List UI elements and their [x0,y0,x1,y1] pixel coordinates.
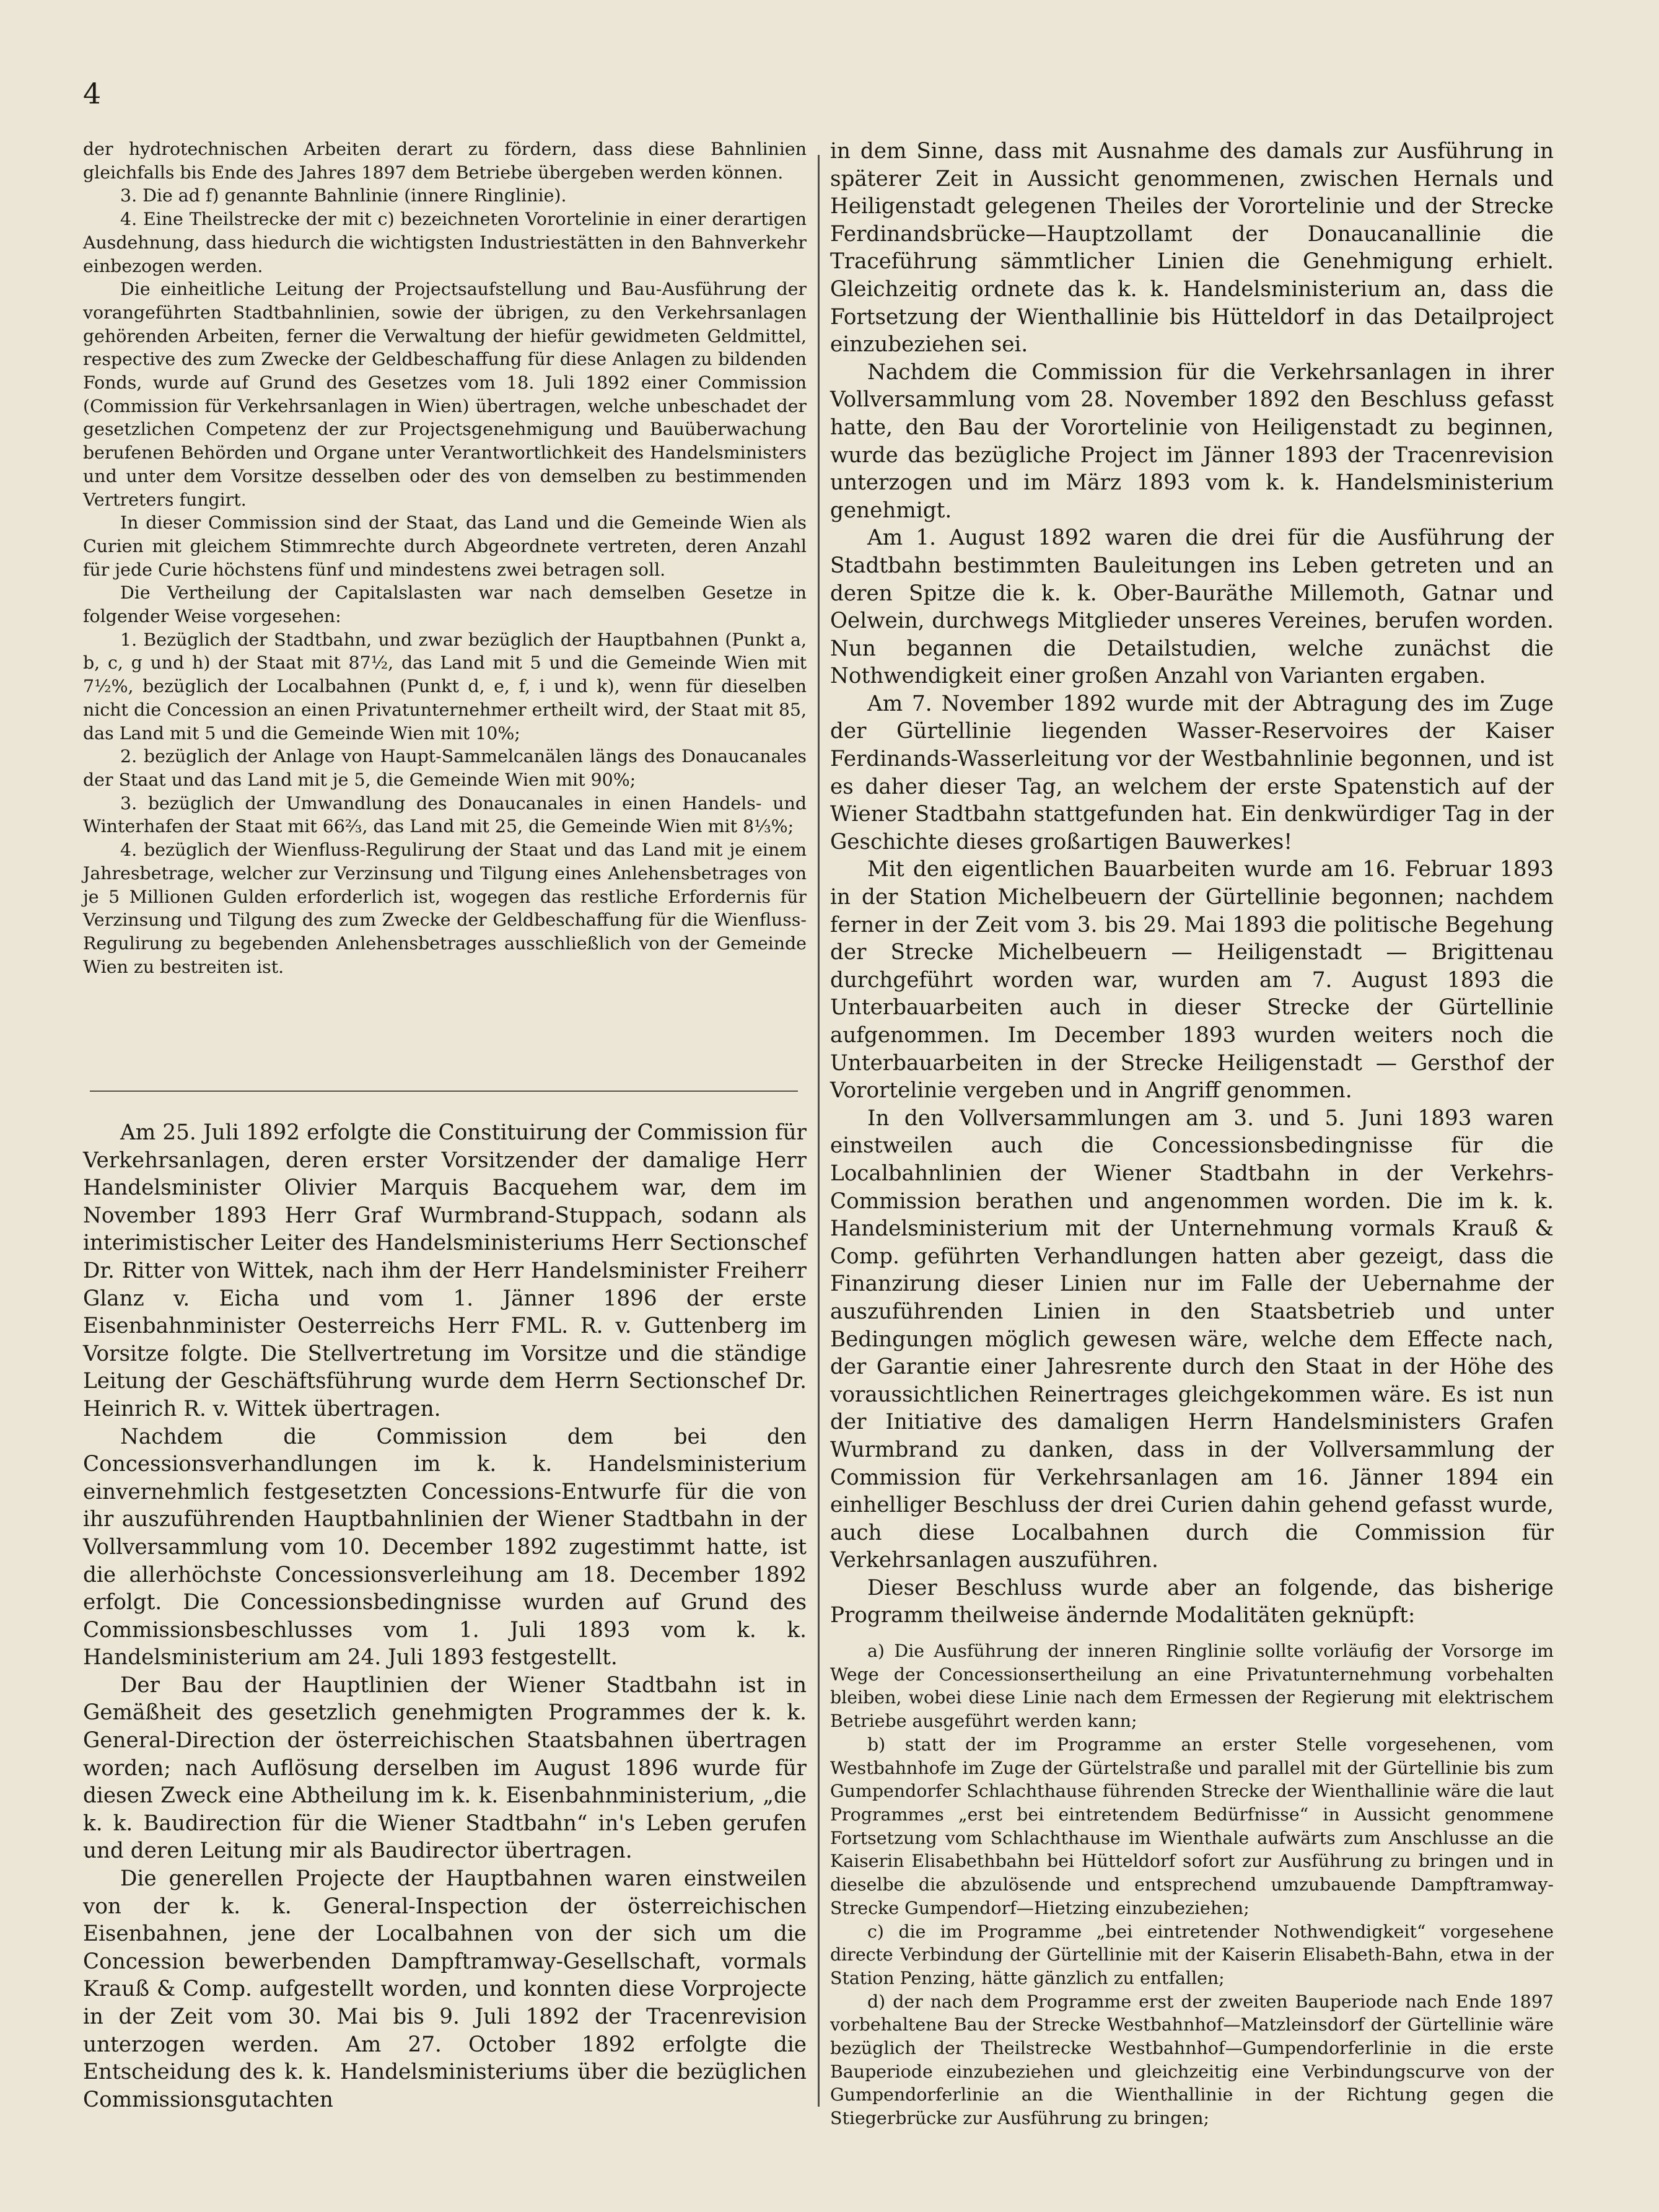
paragraph: 3. Die ad f) genannte Bahnlinie (innere Ringlinie). [120,185,567,206]
right-column-body [830,138,1554,1630]
paragraph: Nachdem die Commission dem bei den Concessionsverhandlungen im k. k. Handelsministerium einvernehmlich festgesetzten Concessions-Entwurfe für die von ihr auszuführenden Hauptbahnlinien der Wiener Stadtbahn in der Vollversammlung vom 10. December 1892 zugestimmt hatte, ist die allerhöchste Concessionsverleihung am 18. December 1892 erfolgt. Die Concessionsbedingnisse wurden auf Grund des Commissionsbeschlusses vom 1. Juli 1893 vom k. k. Handelsministerium am 24. Juli 1893 festgestellt. [83,1424,807,1670]
left-column-lower [83,1119,807,2113]
section-divider [90,1091,798,1092]
paragraph: Die generellen Projecte der Hauptbahnen waren einstweilen von der k. k. General-Inspection der österreichischen Eisenbahnen, jene der Localbahnen von der sich um die Concession bewerbenden Dampftramway-Gesellschaft, vormals Krauß & Comp. aufgestellt worden, und konnten diese Vorprojecte in der Zeit vom 30. Mai bis 9. Juli 1892 der Tracenrevision unterzogen werden. Am 27. October 1892 erfolgte die Entscheidung des k. k. Handelsministeriums über die bezüglichen Commissionsgutachten [83,1866,807,2112]
right-column [830,138,1554,2130]
modalities-list [830,1639,1554,2130]
paragraph: in dem Sinne, dass mit Ausnahme des damals zur Ausführung in späterer Zeit in Aussicht genommenen, zwischen Hernals und Heiligenstadt gelegenen Theiles der Vorortelinie und der Strecke Ferdinandsbrücke—Hauptzollamt der Donaucanallinie die Traceführung sämmtlicher Linien die Genehmigung erhielt. Gleichzeitig ordnete das k. k. Handelsministerium an, dass die Fortsetzung der Wienthallinie bis Hütteldorf in das Detailproject einzubeziehen sei. [830,139,1554,358]
paragraph: In den Vollversammlungen am 3. und 5. Juni 1893 waren einstweilen auch die Concessionsbedingnisse für die Localbahnlinien der Wiener Stadtbahn in der Verkehrs-Commission berathen und angenommen worden. Die im k. k. Handelsministerium mit der Unternehmung vormals Krauß & Comp. geführten Verhandlungen hatten aber gezeigt, dass die Finanzirung dieser Linien nur im Falle der Uebernahme der auszuführenden Linien in den Staatsbetrieb und unter Bedingungen möglich gewesen wäre, welche dem Effecte nach, der Garantie einer Jahresrente durch den Staat in der Höhe des voraussichtlichen Reinertrages gleichgekommen wäre. Es ist nun der Initiative des damaligen Herrn Handelsministers Grafen Wurmbrand zu danken, dass in der Vollversammlung der Commission für Verkehrsanlagen am 16. Jänner 1894 ein einhelliger Beschluss der drei Curien dahin gehend gefasst wurde, auch diese Localbahnen durch die Commission für Verkehrsanlagen auszuführen. [830,1105,1554,1573]
list-item: c) die im Programme „bei eintretender Nothwendigkeit“ vorgesehene directe Verbindung der Gürtellinie mit der Kaiserin Elisabeth-Bahn, etwa in der Station Penzing, hätte gänzlich zu entfallen; [830,1921,1554,1988]
paragraph: Der Bau der Hauptlinien der Wiener Stadtbahn ist in Gemäßheit des gesetzlich genehmigten Programmes der k. k. General-Direction der österreichischen Staatsbahnen übertragen worden; nach Auflösung derselben im August 1896 wurde für diesen Zweck eine Abtheilung im k. k. Eisenbahnministerium, „die k. k. Baudirection für die Wiener Stadtbahn“ in's Leben gerufen und deren Leitung mir als Baudirector übertragen. [83,1672,807,1864]
paragraph: In dieser Commission sind der Staat, das Land und die Gemeinde Wien als Curien mit gleichem Stimmrechte durch Abgeordnete vertreten, deren Anzahl für jede Curie höchstens fünf und mindestens zwei betragen soll. [83,512,807,580]
paragraph: Nachdem die Commission für die Verkehrsanlagen in ihrer Vollversammlung vom 28. November 1892 den Beschluss gefasst hatte, den Bau der Vorortelinie von Heiligenstadt zu beginnen, wurde das bezügliche Project im Jänner 1893 der Tracenrevision unterzogen und im März 1893 vom k. k. Handelsministerium genehmigt. [830,359,1554,523]
list-item: b) statt der im Programme an erster Stelle vorgesehenen, vom Westbahnhofe im Zuge der Gürtelstraße und parallel mit der Gürtellinie bis zum Gumpendorfer Schlachthause führenden Strecke der Wienthallinie wäre die laut Programmes „erst bei eintretendem Bedürfnisse“ in Aussicht genommene Fortsetzung vom Schlachthause im Wienthale aufwärts zum Anschlusse an die Kaiserin Elisabethbahn bei Hütteldorf sofort zur Ausführung zu bringen und in dieselbe die abzulösende und entsprechend umzubauende Dampftramway-Strecke Gumpendorf—Hietzing einzubeziehen; [830,1734,1554,1918]
page-number: 4 [83,77,102,110]
list-item: 2. bezüglich der Anlage von Haupt-Sammelcanälen längs des Donaucanales der Staat und das Land mit je 5, die Gemeinde Wien mit 90%; [83,746,807,790]
list-item: 3. bezüglich der Umwandlung des Donaucanales in einen Handels- und Winterhafen der Staat mit 66⅔, das Land mit 25, die Gemeinde Wien mit 8⅓%; [83,792,807,837]
paragraph: Dieser Beschluss wurde aber an folgende, das bisherige Programm theilweise ändernde Modalitäten geknüpft: [830,1575,1554,1628]
paragraph: Mit den eigentlichen Bauarbeiten wurde am 16. Februar 1893 in der Station Michelbeuern der Gürtellinie begonnen; nachdem ferner in der Zeit vom 3. bis 29. Mai 1893 die politische Begehung der Strecke Michelbeuern — Heiligenstadt — Brigittenau durchgeführt worden war, wurden am 7. August 1893 die Unterbauarbeiten auch in dieser Strecke der Gürtellinie aufgenommen. Im December 1893 wurden weiters noch die Unterbauarbeiten in der Strecke Heiligenstadt — Gersthof der Vorortelinie vergeben und in Angriff genommen. [830,857,1554,1104]
left-column-upper [83,138,807,978]
paragraph: 4. Eine Theilstrecke der mit c) bezeichneten Vorortelinie in einer derartigen Ausdehnung, dass hiedurch die wichtigsten Industriestätten in den Bahnverkehr einbezogen werden. [83,209,807,276]
list-item: 4. bezüglich der Wienfluss-Regulirung der Staat und das Land mit je einem Jahresbetrage, welcher zur Verzinsung und Tilgung eines Anlehensbetrages von je 5 Millionen Gulden erforderlich ist, wogegen das restliche Erfordernis für Verzinsung und Tilgung des zum Zwecke der Geldbeschaffung für die Wienfluss-Regulirung zu begebenden Anlehensbetrages ausschließlich von der Gemeinde Wien zu bestreiten ist. [83,840,807,977]
paragraph: Die Vertheilung der Capitalslasten war nach demselben Gesetze in folgender Weise vorgesehen: [83,582,807,627]
list-item: 1. Bezüglich der Stadtbahn, und zwar bezüglich der Hauptbahnen (Punkt a, b, c, g und h) der Staat mit 87½, das Land mit 5 und die Gemeinde Wien mit 7½%, bezüglich der Localbahnen (Punkt d, e, f, i und k), wenn für dieselben nicht die Concession an einen Privatunternehmer ertheilt wird, der Staat mit 85, das Land mit 5 und die Gemeinde Wien mit 10%; [83,629,807,744]
list-item: a) Die Ausführung der inneren Ringlinie sollte vorläufig der Vorsorge im Wege der Concessionsertheilung an eine Privatunternehmung vorbehalten bleiben, wobei diese Linie nach dem Ermessen der Regierung mit elektrischem Betriebe ausgeführt werden kann; [830,1641,1554,1732]
paragraph: Am 1. August 1892 waren die drei für die Ausführung der Stadtbahn bestimmten Bauleitungen ins Leben getreten und an deren Spitze die k. k. Ober-Bauräthe Millemoth, Gatnar und Oelwein, durchwegs Mitglieder unseres Vereines, berufen worden. Nun begannen die Detailstudien, welche zunächst die Nothwendigkeit einer großen Anzahl von Varianten ergaben. [830,525,1554,689]
paragraph: Am 25. Juli 1892 erfolgte die Constituirung der Commission für Verkehrsanlagen, deren erster Vorsitzender der damalige Herr Handelsminister Olivier Marquis Bacquehem war, dem im November 1893 Herr Graf Wurmbrand-Stuppach, sodann als interimistischer Leiter des Handelsministeriums Herr Sectionschef Dr. Ritter von Wittek, nach ihm der Herr Handelsminister Freiherr Glanz v. Eicha und vom 1. Jänner 1896 der erste Eisenbahnminister Oesterreichs Herr FML. R. v. Guttenberg im Vorsitze folgte. Die Stellvertretung im Vorsitze und die ständige Leitung der Geschäftsführung wurde dem Herrn Sectionschef Dr. Heinrich R. v. Wittek übertragen. [83,1120,807,1421]
paragraph: Die einheitliche Leitung der Projectsaufstellung und Bau-Ausführung der vorangeführten Stadtbahnlinien, sowie der übrigen, zu den Verkehrsanlagen gehörenden Arbeiten, ferner die Verwaltung der hiefür gewidmeten Geldmittel, respective des zum Zwecke der Geldbeschaffung für diese Anlagen zu bildenden Fonds, wurde auf Grund des Gesetzes vom 18. Juli 1892 einer Commission (Commission für Verkehrsanlagen in Wien) übertragen, welche unbeschadet der gesetzlichen Competenz der zur Projectsgenehmigung und Bauüberwachung berufenen Behörden und Organe unter Verantwortlichkeit des Handelsministers und unter dem Vorsitze desselben oder des von demselben zu bestimmenden Vertreters fungirt. [83,279,807,510]
list-item: d) der nach dem Programme erst der zweiten Bauperiode nach Ende 1897 vorbehaltene Bau der Strecke Westbahnhof—Matzleinsdorf der Gürtellinie wäre bezüglich der Theilstrecke Westbahnhof—Gumpendorferlinie in die erste Bauperiode einzubeziehen und gleichzeitig eine Verbindungscurve von der Gumpendorferlinie an die Wienthallinie in der Richtung gegen die Stiegerbrücke zur Ausführung zu bringen; [830,1991,1554,2129]
paragraph: der hydrotechnischen Arbeiten derart zu fördern, dass diese Bahnlinien gleichfalls bis Ende des Jahres 1897 dem Betriebe übergeben werden können. [83,139,807,183]
column-divider [818,155,820,2107]
paragraph: Am 7. November 1892 wurde mit der Abtragung des im Zuge der Gürtellinie liegenden Wasser-Reservoires der Kaiser Ferdinands-Wasserleitung vor der Westbahnlinie begonnen, und ist es daher dieser Tag, an welchem der erste Spatenstich auf der Wiener Stadtbahn stattgefunden hat. Ein denkwürdiger Tag in der Geschichte dieses großartigen Bauwerkes! [830,691,1554,854]
